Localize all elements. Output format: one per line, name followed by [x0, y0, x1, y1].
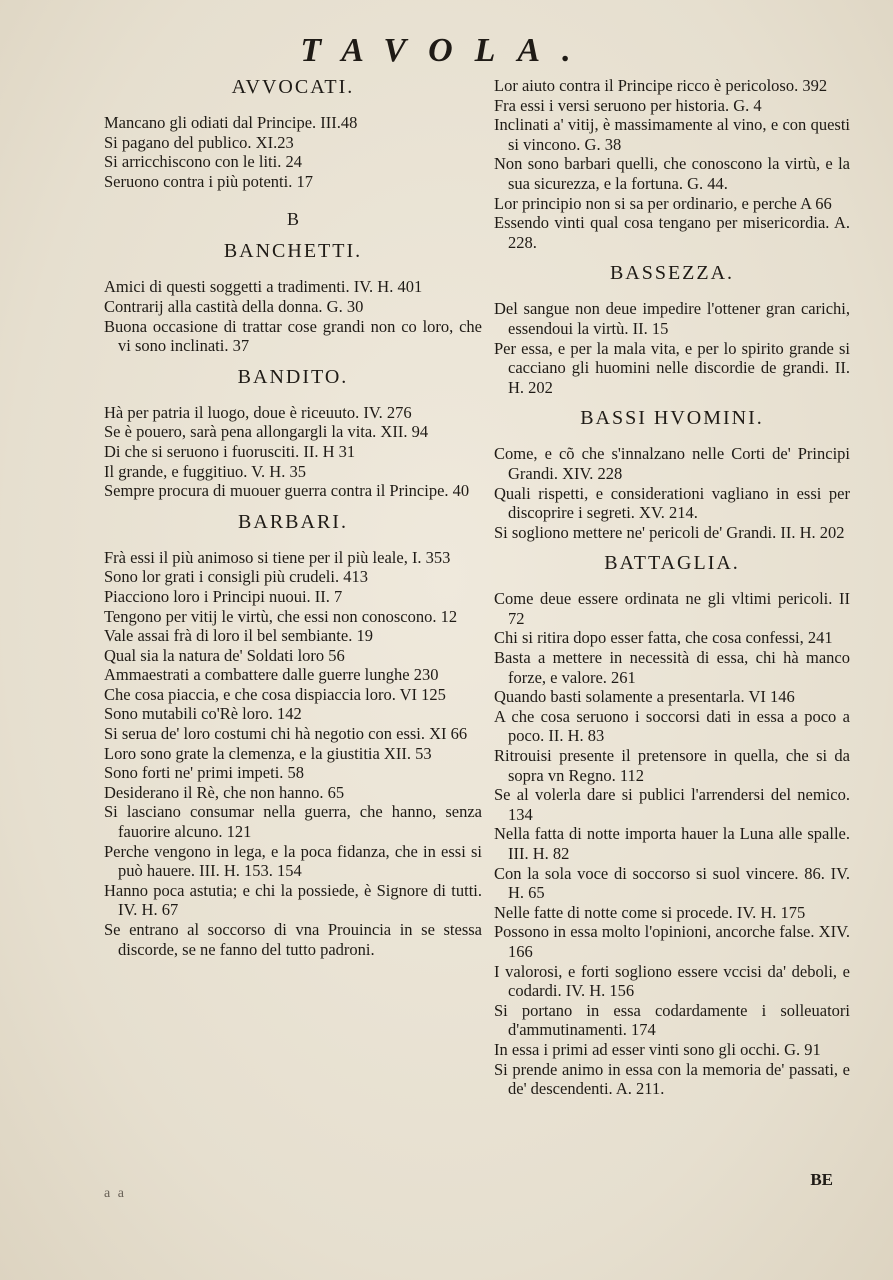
index-entry: Si pagano del publico. XI.23 [104, 132, 294, 152]
index-entry: Mancano gli odiati dal Principe. III.48 [104, 113, 358, 132]
index-entry: Se è pouero, sarà pena allongargli la vita. XII. 94 [104, 422, 429, 442]
index-entry: Ammaestrati a combattere dalle guerre lunghe 230 [104, 665, 439, 685]
letter-separator: B [286, 209, 299, 230]
section-heading: BASSI HVOMINI. [580, 407, 764, 430]
index-entry: Se al volerla dare si publici l'arrendersi del nemico. 134 [494, 785, 850, 824]
index-entry: Basta a mettere in necessità di essa, chi hà manco forze, e valore. 261 [494, 648, 850, 687]
index-entry: Sempre procura di muouer guerra contra il Principe. 40 [104, 481, 470, 501]
index-entry: Si arricchiscono con le liti. 24 [104, 152, 302, 172]
index-entry: Sono lor grati i consigli più crudeli. 413 [104, 567, 368, 587]
index-entry: Del sangue non deue impedire l'ottener gran carichi, essendoui la virtù. II. 15 [494, 299, 850, 338]
index-entry: In essa i primi ad esser vinti sono gli occhi. G. 91 [494, 1039, 821, 1059]
index-entry: Seruono contra i più potenti. 17 [104, 171, 313, 191]
index-entry: Quali rispetti, e considerationi vagliano in essi per discoprire i segreti. XV. 214. [494, 483, 850, 523]
index-entry: I valorosi, e forti sogliono essere vccisi da' deboli, e codardi. IV. H. 156 [494, 961, 850, 1001]
index-entry: Come, e cõ che s'innalzano nelle Corti de' Principi Grandi. XIV. 228 [494, 444, 850, 483]
index-entry: Buona occasione di trattar cose grandi non co loro, che vi sono inclinati. 37 [104, 316, 482, 356]
index-entry: Il grande, e fuggitiuo. V. H. 35 [104, 461, 306, 481]
section-heading: BATTAGLIA. [604, 552, 740, 575]
index-entry: Con la sola voce di soccorso si suol vincere. 86. IV. H. 65 [494, 863, 850, 903]
section-heading: AVVOCATI. [231, 76, 355, 98]
section-heading: BASSEZZA. [609, 262, 735, 285]
index-entry: Ritrouisi presente il pretensore in quella, che si da sopra vn Regno. 112 [494, 746, 850, 785]
index-entry: Perche vengono in lega, e la poca fidanza, che in essi si può hauere. III. H. 153. 154 [104, 841, 482, 881]
left-column [104, 76, 482, 959]
index-entry: A che cosa seruono i soccorsi dati in essa a poco a poco. II. H. 83 [494, 706, 850, 746]
index-entry: Si sogliono mettere ne' pericoli de' Grandi. II. H. 202 [494, 522, 845, 542]
index-entry: Quando basti solamente a presentarla. VI 146 [494, 687, 795, 707]
index-entry: Piacciono loro i Principi nuoui. II. 7 [104, 586, 343, 606]
index-entry: Fra essi i versi seruono per historia. G. 4 [494, 95, 762, 115]
index-entry: Chi si ritira dopo esser fatta, che cosa confessi, 241 [494, 628, 833, 648]
index-entry: Per essa, e per la mala vita, e per lo spirito grande si cacciano gli huomini nelle discordie de grandi. II. H. 202 [494, 338, 850, 397]
index-entry: Qual sia la natura de' Soldati loro 56 [104, 645, 345, 665]
index-entry: Sono mutabili co'Rè loro. 142 [104, 704, 302, 724]
index-entry: Non sono barbari quelli, che conoscono la virtù, e la sua sicurezza, e la fortuna. G. 44. [494, 154, 850, 193]
index-entry: Frà essi il più animoso si tiene per il più leale, I. 353 [104, 547, 451, 567]
index-entry: Di che si seruono i fuorusciti. II. H 31 [104, 441, 356, 461]
index-entry: Contrarij alla castità della donna. G. 30 [104, 296, 364, 316]
index-entry: Hanno poca astutia; e chi la possiede, è Signore di tutti. IV. H. 67 [104, 880, 482, 920]
index-entry: Lor aiuto contra il Principe ricco è pericoloso. 392 [494, 76, 828, 95]
index-entry: Hà per patria il luogo, doue è riceuuto. IV. 276 [104, 402, 412, 422]
right-column [494, 76, 850, 1099]
index-entry: Loro sono grate la clemenza, e la giustitia XII. 53 [104, 743, 432, 763]
index-entry: Che cosa piaccia, e che cosa dispiaccia loro. VI 125 [104, 684, 446, 704]
index-entry: Si prende animo in essa con la memoria de' passati, e de' descendenti. A. 211. [494, 1059, 850, 1099]
index-entry: Essendo vinti qual cosa tengano per misericordia. A. 228. [494, 213, 850, 252]
section-heading: BANCHETTI. [223, 240, 363, 263]
index-entry: Nelle fatte di notte come si procede. IV. H. 175 [494, 902, 806, 922]
index-entry: Amici di questi soggetti a tradimenti. IV. H. 401 [104, 277, 423, 297]
index-entry: Si lasciano consumar nella guerra, che hanno, senza fauorire alcuno. 121 [104, 802, 482, 842]
index-entry: Nella fatta di notte importa hauer la Luna alle spalle. III. H. 82 [494, 824, 850, 863]
index-entry: Come deue essere ordinata ne gli vltimi pericoli. II 72 [494, 589, 850, 628]
index-entry: Se entrano al soccorso di vna Prouincia in se stessa discorde, se ne fanno del tutto padroni. [104, 920, 482, 959]
index-entry: Desiderano il Rè, che non hanno. 65 [104, 782, 345, 802]
section-heading: BARBARI. [238, 510, 348, 533]
footer-mark: a a [104, 1186, 126, 1201]
index-entry: Tengono per vitij le virtù, che essi non conoscono. 12 [104, 606, 458, 626]
index-entry: Si serua de' loro costumi chi hà negotio con essi. XI 66 [104, 724, 468, 744]
catchword: BE [810, 1170, 833, 1189]
index-entry: Possono in essa molto l'opinioni, ancorche false. XIV. 166 [494, 922, 850, 961]
index-entry: Vale assai frà di loro il bel sembiante. 19 [104, 626, 373, 646]
running-head: TAVOLA. [300, 32, 593, 69]
index-entry: Lor principio non si sa per ordinario, e perche A 66 [494, 193, 832, 213]
index-entry: Sono forti ne' primi impeti. 58 [104, 763, 305, 783]
index-entry: Si portano in essa codardamente i solleuatori d'ammutinamenti. 174 [494, 1000, 850, 1040]
section-heading: BANDITO. [237, 365, 349, 388]
index-entry: Inclinati a' vitij, è massimamente al vino, e con questi si vincono. G. 38 [494, 115, 850, 154]
